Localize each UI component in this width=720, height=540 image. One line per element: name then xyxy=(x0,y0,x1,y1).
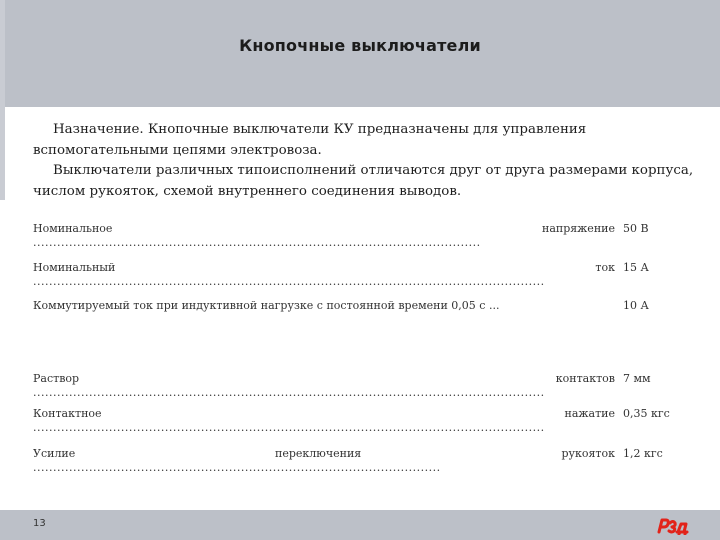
spec-value: 7 мм xyxy=(623,372,651,385)
spec-row-switching-force xyxy=(33,447,663,474)
spec-row-switched-current xyxy=(33,299,649,313)
intro-text xyxy=(33,120,703,202)
spec-row-contact-pressure xyxy=(33,407,670,434)
spec-leader-dots: ................................................................................................................................ xyxy=(33,387,545,399)
footer-band xyxy=(0,510,720,540)
spec-mid-label: переключения xyxy=(275,447,362,460)
spec-label: Раствор xyxy=(33,372,80,385)
slide-title: Кнопочные выключатели xyxy=(239,36,481,55)
spec-leader-dots: ................................................................................................................................ xyxy=(33,422,545,434)
spec-value: 15 А xyxy=(623,261,649,274)
page-number: 13 xyxy=(33,518,46,529)
spec-right-label: нажатие xyxy=(564,407,615,420)
intro-paragraph-variants: Выключатели различных типоисполнений отличаются друг от друга размерами корпуса, числом рукояток, схемой внутреннего соединения выводов. xyxy=(33,163,694,199)
spec-label: Номинальное xyxy=(33,222,113,235)
spec-right-label: напряжение xyxy=(541,222,615,235)
spec-leader-dots: ...................................................................................................... xyxy=(33,462,441,474)
header-edge-stripe xyxy=(0,0,5,200)
spec-right-label: рукояток xyxy=(561,447,615,460)
spec-value: 0,35 кгс xyxy=(623,407,670,420)
spec-value: 10 А xyxy=(623,299,649,312)
spec-row-current xyxy=(33,261,649,288)
spec-leader-dots: ................................................................................................................................ xyxy=(33,276,545,288)
spec-label: Номинальный xyxy=(33,261,116,274)
intro-paragraph-purpose: Назначение. Кнопочные выключатели КУ предназначены для управления вспомогательными цепями электровоза. xyxy=(33,122,587,158)
rzd-logo-icon xyxy=(656,515,690,535)
spec-label: Контактное xyxy=(33,407,102,420)
spec-label: Коммутируемый ток при индуктивной нагрузке с постоянной времени 0,05 с ... xyxy=(33,299,500,312)
spec-row-voltage xyxy=(33,222,649,249)
spec-leader-dots: ................................................................................................................ xyxy=(33,237,481,249)
spec-value: 50 В xyxy=(623,222,649,235)
spec-label: Усилие xyxy=(33,447,76,460)
spec-right-label: контактов xyxy=(555,372,615,385)
spec-right-label: ток xyxy=(595,261,615,274)
spec-value: 1,2 кгс xyxy=(623,447,663,460)
spec-row-contact-gap xyxy=(33,372,651,399)
